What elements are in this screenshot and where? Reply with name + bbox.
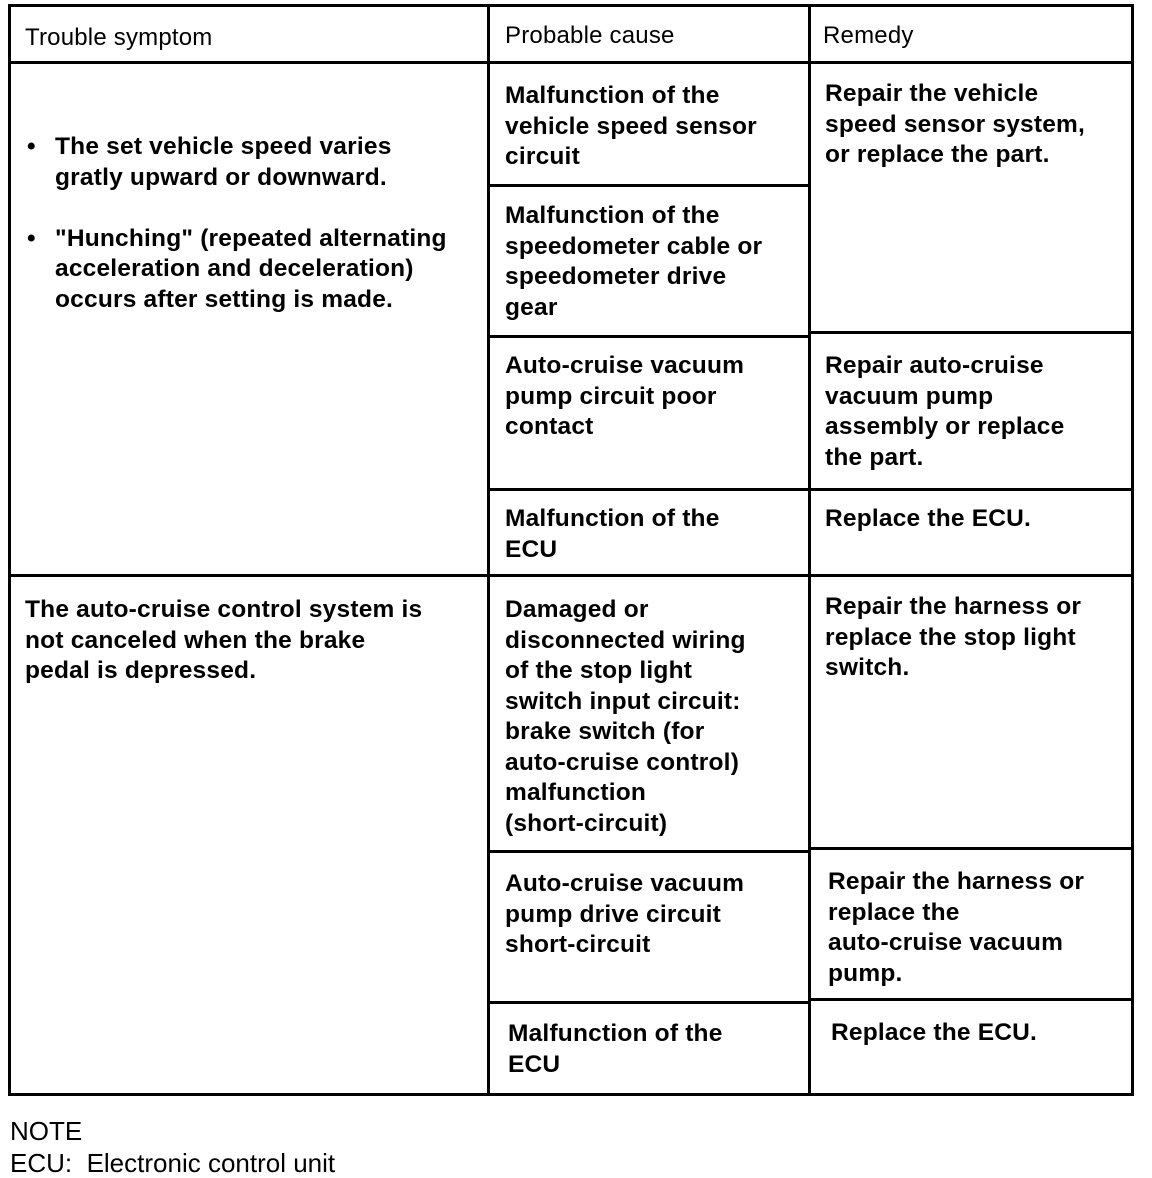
row-divider [808,331,1131,334]
cause-cell: Auto-cruise vacuum pump circuit poor contact [505,352,745,440]
troubleshooting-table [8,4,1134,1096]
header-divider [11,61,1131,64]
remedy-cell: Repair the vehicle speed sensor system, or replace the part. [825,80,1086,168]
cause-cell: Malfunction of the ECU [508,1020,723,1078]
note-heading: NOTE [10,1116,83,1146]
row-divider [487,184,811,187]
row-divider [487,850,811,853]
row-divider [808,847,1131,850]
cause-cell: Damaged or disconnected wiring of the stop light switch input circuit: brake switch (for auto-cruise control) malfunction (short-circuit) [505,596,746,837]
row-divider [487,488,811,491]
symptom-cell-not-canceled: The auto-cruise control system is not canceled when the brake pedal is depressed. [25,596,423,684]
remedy-cell: Repair the harness or replace the stop light switch. [825,593,1082,681]
group-divider [11,574,1131,577]
cause-cell: Auto-cruise vacuum pump drive circuit short-circuit [505,870,745,958]
symptom-bullet: • "Hunching" (repeated alternating acceleration and deceleration) occurs after setting is made. [21,224,481,316]
symptom-cell-speed-varies [21,71,481,376]
symptom-bullet-list [21,102,481,346]
remedy-cell: Replace the ECU. [825,505,1032,532]
row-divider [487,1001,811,1004]
header-trouble-symptom: Trouble symptom [25,24,213,51]
symptom-bullet: • The set vehicle speed varies gratly upward or downward. [21,132,481,193]
column-divider [808,7,811,1093]
column-divider [487,7,490,1093]
header-probable-cause: Probable cause [505,22,675,49]
remedy-cell: Replace the ECU. [831,1019,1038,1046]
row-divider [808,488,1131,491]
remedy-cell: Repair the harness or replace the auto-cruise vacuum pump. [828,868,1085,987]
row-divider [487,335,811,338]
note-text: ECU: Electronic control unit [10,1148,336,1178]
row-divider [808,998,1131,1001]
cause-cell: Malfunction of the speedometer cable or speedometer drive gear [505,202,763,321]
header-remedy: Remedy [823,22,914,49]
cause-cell: Malfunction of the ECU [505,505,720,563]
cause-cell: Malfunction of the vehicle speed sensor circuit [505,82,757,170]
remedy-cell: Repair auto-cruise vacuum pump assembly or replace the part. [825,352,1065,471]
